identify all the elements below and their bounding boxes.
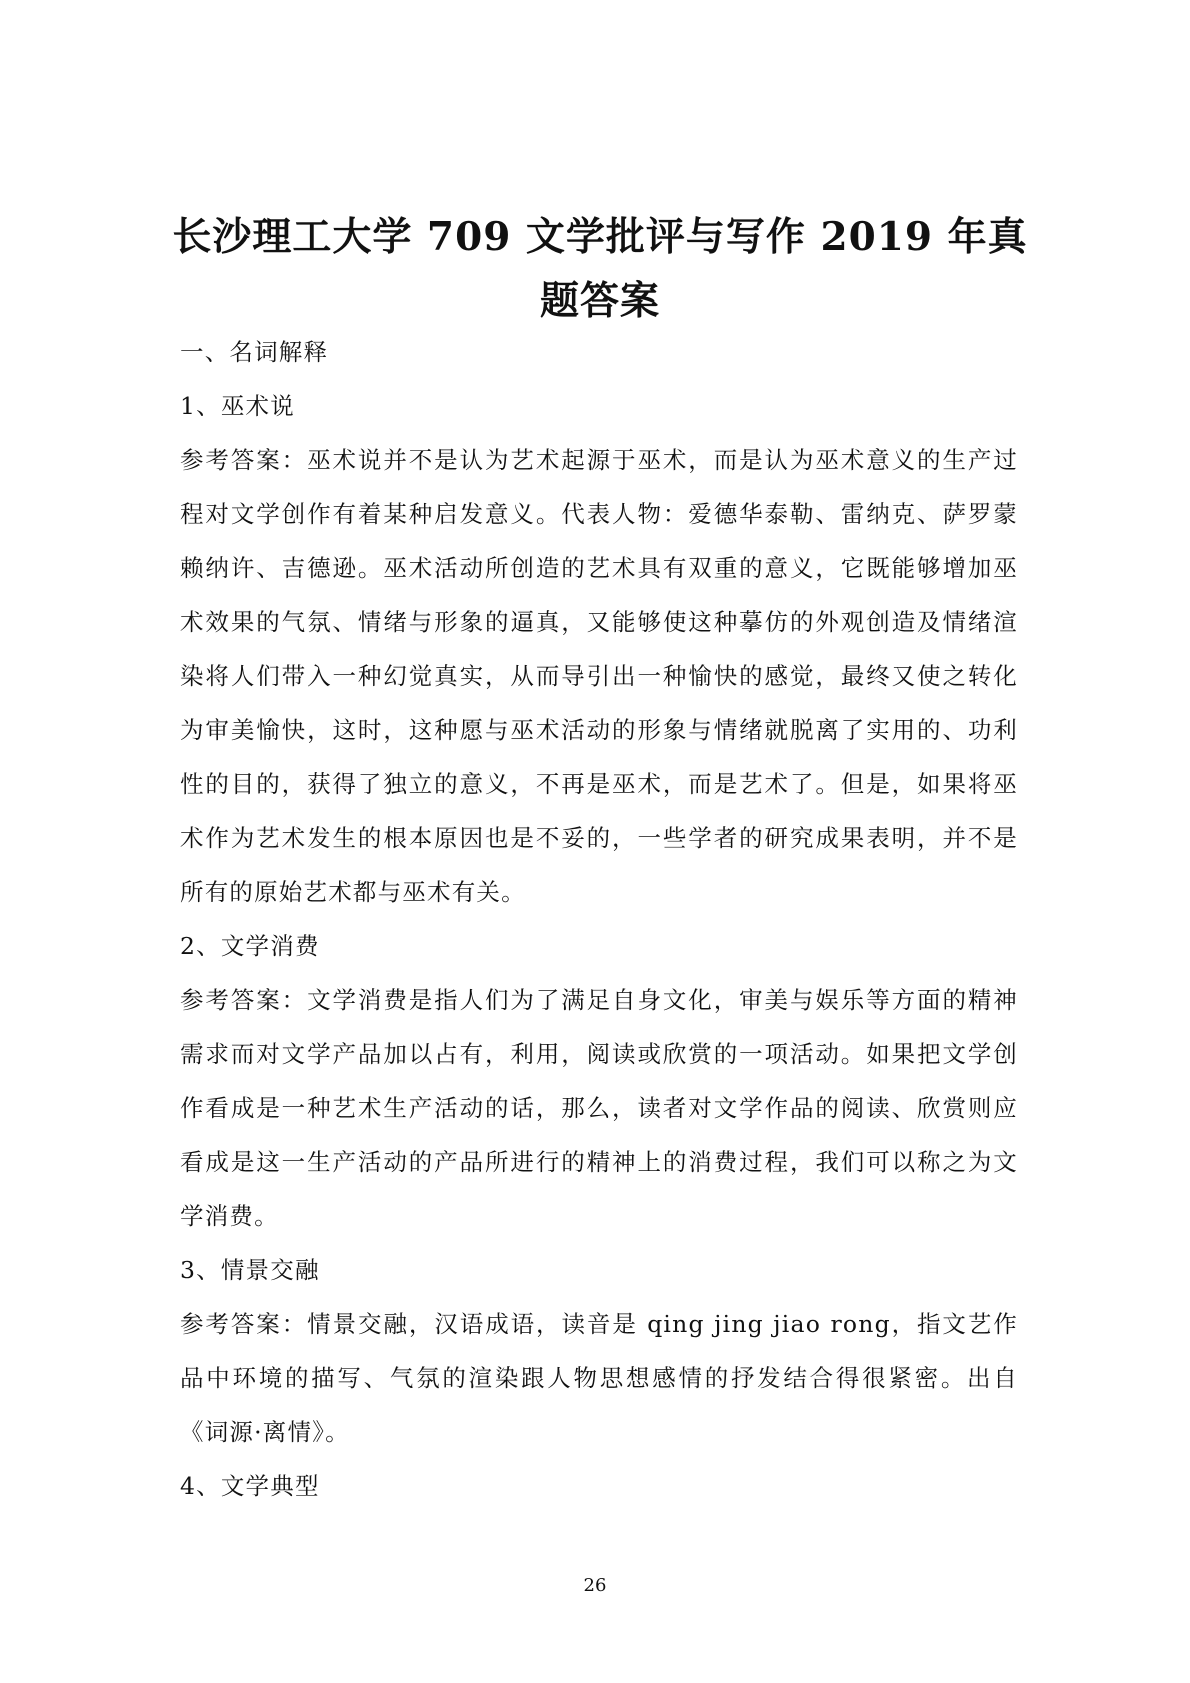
- term-heading-witchcraft: 1、巫术说: [180, 392, 295, 420]
- answer-paragraph-scene-emotion: 参考答案：情景交融，汉语成语，读音是 qing jing jiao rong，指文艺作品中环境的描写、气氛的渲染跟人物思想感情的抒发结合得很紧密。出自《词源·离情》。: [180, 1310, 1018, 1446]
- document-body: [180, 325, 1018, 1513]
- answer-paragraph-literary-consumption: 参考答案：文学消费是指人们为了满足自身文化，审美与娱乐等方面的精神需求而对文学产品加以占有，利用，阅读或欣赏的一项活动。如果把文学创作看成是一种艺术生产活动的话，那么，读者对文学作品的阅读、欣赏则应看成是这一生产活动的产品所进行的精神上的消费过程，我们可以称之为文学消费。: [180, 986, 1018, 1230]
- section-heading: 一、名词解释: [180, 338, 329, 366]
- term-heading-literary-typical: 4、文学典型: [180, 1472, 320, 1500]
- document-title: 长沙理工大学 709 文学批评与写作 2019 年真题答案: [172, 214, 1028, 324]
- term-heading-literary-consumption: 2、文学消费: [180, 932, 320, 960]
- answer-paragraph-witchcraft: 参考答案：巫术说并不是认为艺术起源于巫术，而是认为巫术意义的生产过程对文学创作有着某种启发意义。代表人物：爱德华泰勒、雷纳克、萨罗蒙赖纳许、吉德逊。巫术活动所创造的艺术具有双重的意义，它既能够增加巫术效果的气氛、情绪与形象的逼真，又能够使这种摹仿的外观创造及情绪渲染将人们带入一种幻觉真实，从而导引出一种愉快的感觉，最终又使之转化为审美愉快，这时，这种愿与巫术活动的形象与情绪就脱离了实用的、功利性的目的，获得了独立的意义，不再是巫术，而是艺术了。但是，如果将巫术作为艺术发生的根本原因也是不妥的，一些学者的研究成果表明，并不是所有的原始艺术都与巫术有关。: [180, 446, 1018, 906]
- page-number: 26: [583, 1575, 607, 1596]
- term-heading-scene-emotion: 3、情景交融: [180, 1256, 320, 1284]
